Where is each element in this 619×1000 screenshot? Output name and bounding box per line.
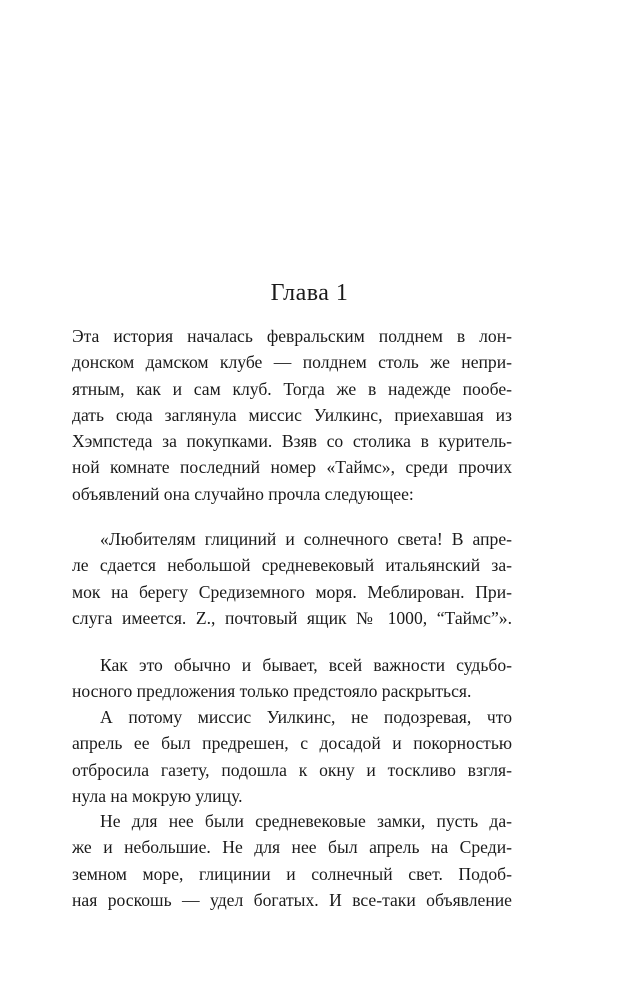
text-line: слуга имеется. Z., почтовый ящик № 1000, “Таймс”». [72,607,512,628]
text-line: А потому миссис Уилкинс, не подозревая, что [100,707,512,727]
text-line: мок на берегу Средиземного моря. Меблирован. При- [72,581,512,602]
text-line: объявлений она случайно прочла следующее: [72,483,414,504]
text-line: ной комнате последний номер «Таймс», среди прочих [72,457,512,478]
text-line: дать сюда заглянула миссис Уилкинс, приехавшая из [72,404,512,425]
text-line: Хэмпстеда за покупками. Взяв со столика в куритель- [72,431,512,452]
text-line: донском дамском клубе — полднем столь же непри- [72,352,512,373]
text-line: носного предложения только предстояло раскрыться. [72,681,472,702]
text-line: Как это обычно и бывает, всей важности судьбо- [100,655,512,675]
text-line: «Любителям глициний и солнечного света! В апре- [100,529,512,549]
text-line: ятным, как и сам клуб. Тогда же в надежде пообе- [72,378,512,399]
text-line: же и небольшие. Не для нее был апрель на Среди- [72,837,512,858]
paragraph-1 [72,323,512,507]
text-line: Эта история началась февральским полднем в лон- [72,326,512,346]
chapter-title [0,280,619,307]
text-line: ная роскошь — удел богатых. И все-таки объявление [72,889,512,910]
chapter-title-text: Глава 1 [270,280,349,306]
text-line: отбросила газету, подошла к окну и тоскливо взгля- [72,759,512,780]
text-line: Не для нее были средневековые замки, пусть да- [100,811,512,831]
text-line: ле сдается небольшой средневековый итальянский за- [72,555,512,576]
text-line: земном море, глицинии и солнечный свет. Подоб- [72,863,512,884]
paragraph-3 [72,704,512,809]
text-line: апрель ее был предрешен, с досадой и покорностью [72,733,512,754]
paragraph-2 [72,652,512,705]
paragraph-4 [72,808,512,913]
advertisement-quote [72,526,512,631]
text-line: нула на мокрую улицу. [72,785,243,806]
